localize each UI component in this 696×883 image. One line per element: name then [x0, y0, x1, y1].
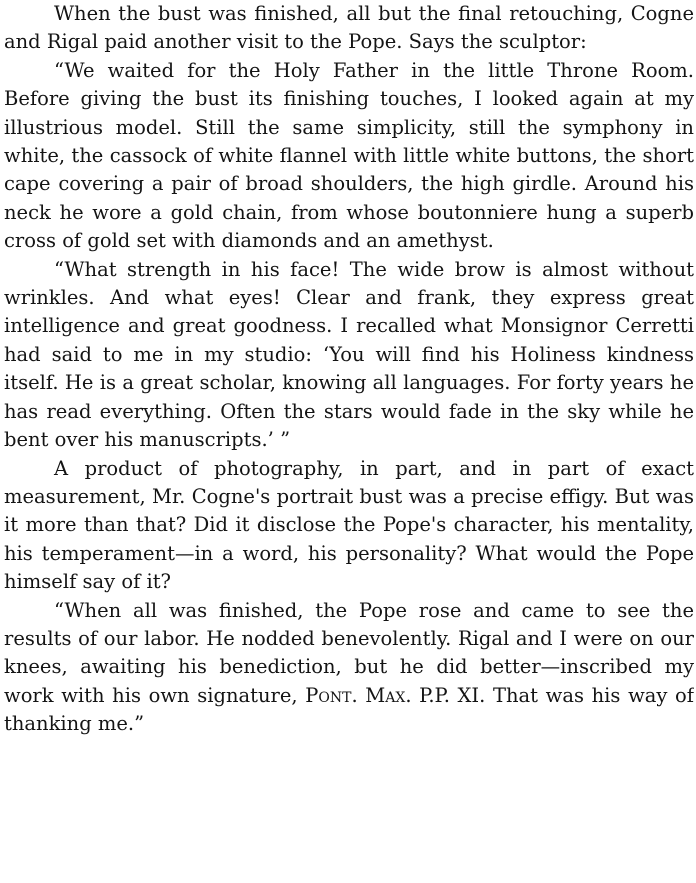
paragraph-5: [4, 597, 694, 739]
paragraph-3: “What strength in his face! The wide brow is almost without wrinkles. And what eyes! Clear and frank, they express great intelligence and great goodness. I recalled what Monsignor Cerretti had said to me in my studio: ‘You will find his Holiness kindness itself. He is a great scholar, knowing all languages. For forty years he has read everything. Often the stars would fade in the sky while he bent over his manuscripts.’ ”: [4, 257, 694, 452]
paragraph-5-text-after: That was his way of thanking me.”: [4, 683, 694, 736]
document-page: [4, 0, 694, 883]
paragraph-5-text-before: “When all was finished, the Pope rose and came to see the results of our labor. He nodded benevolently. Rigal and I were on our knees, awaiting his benediction, but he did better—inscribed my work with his own signature,: [4, 598, 694, 707]
paragraph-2: “We waited for the Holy Father in the little Throne Room. Before giving the bust its finishing touches, I looked again at my illustrious model. Still the same simplicity, still the symphony in white, the cassock of white flannel with little white buttons, the short cape covering a pair of broad shoulders, the high girdle. Around his neck he wore a gold chain, from whose boutonniere hung a superb cross of gold set with diamonds and an amethyst.: [4, 58, 694, 253]
paragraph-1: When the bust was finished, all but the final retouching, Cogne and Rigal paid another visit to the Pope. Says the sculptor:: [4, 2, 694, 54]
paragraph-4: A product of photography, in part, and in part of exact measurement, Mr. Cogne's portrait bust was a precise effigy. But was it more than that? Did it disclose the Pope's character, his mentality, his temperament—in a word, his personality? What would the Pope himself say of it?: [4, 456, 694, 594]
pope-signature-text: Pont. Max. P.P. XI.: [305, 683, 486, 707]
